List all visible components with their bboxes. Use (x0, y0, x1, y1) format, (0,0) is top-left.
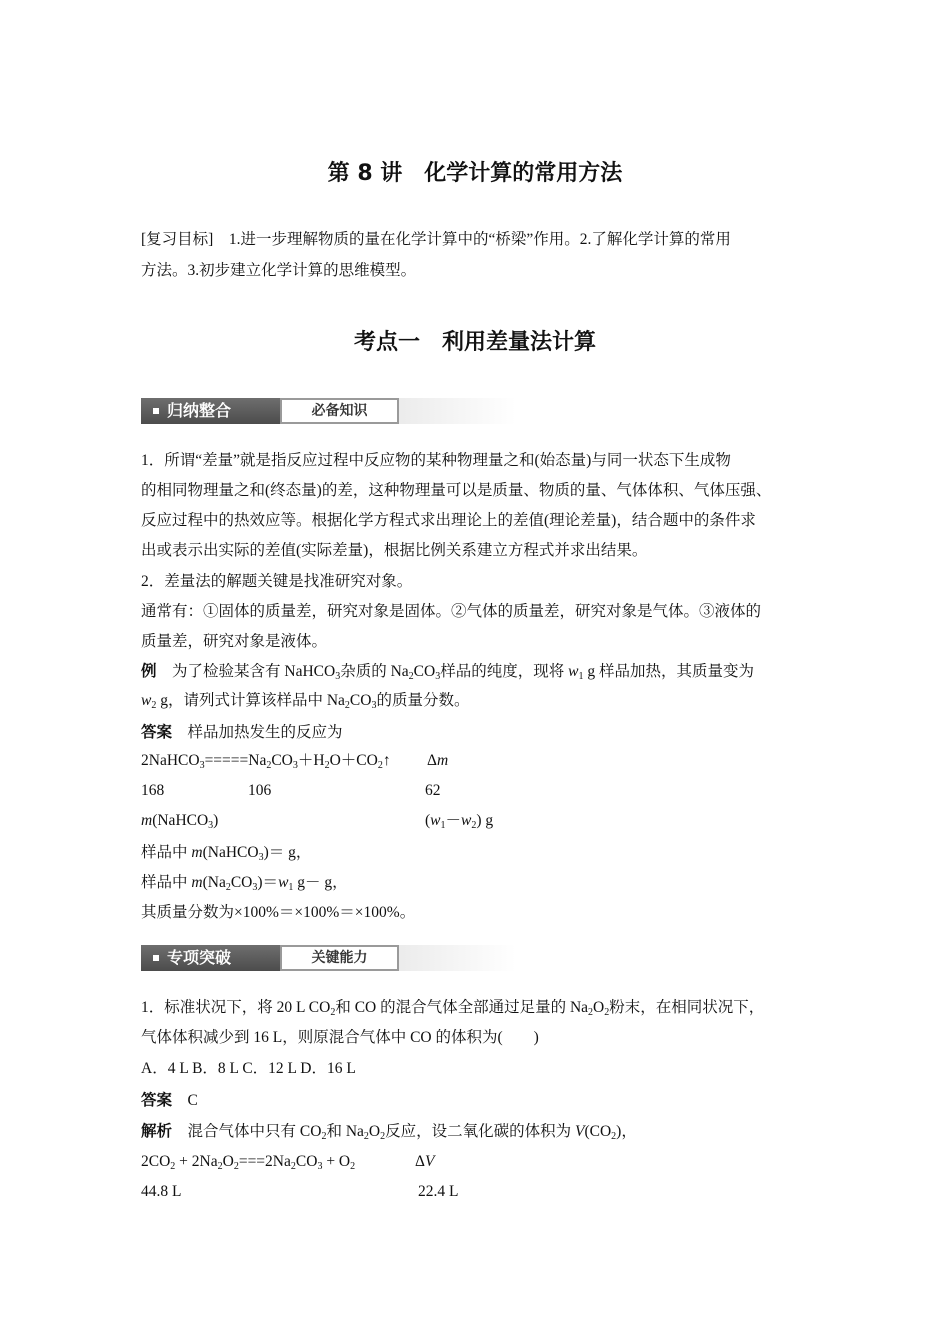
banner-dark-text: 专项突破 (167, 948, 232, 967)
calc-text: (NaHCO (202, 844, 259, 861)
question-text: 和 CO 的混合气体全部通过足量的 Na (335, 999, 589, 1016)
subscript: 2 (330, 1007, 336, 1018)
example-text: 样品的纯度，现将 (440, 663, 569, 680)
analysis-ratio-row (141, 1181, 481, 1203)
subscript: 2 (363, 1131, 369, 1142)
reaction-equation (141, 750, 481, 772)
variable-w: w (141, 692, 152, 709)
example-text: 为了检验某含有 NaHCO (156, 663, 336, 680)
eq-part: =====Na (204, 752, 267, 769)
question1-line-2: 气体体积减少到 16 L，则原混合气体中 CO 的体积为( ) (141, 1029, 539, 1046)
para1-line-2: 的相同物理量之和(终态量)的差，这种物理量可以是质量、物质的量、气体体积、气体压强、 (141, 482, 772, 499)
subscript: 3 (199, 760, 205, 771)
question-text: 1．标准状况下，将 20 L CO (141, 999, 331, 1016)
subscript: 2 (408, 671, 414, 682)
para3-line-1: 通常有：①固体的质量差，研究对象是固体。②气体的质量差，研究对象是气体。③液体的 (141, 603, 762, 620)
answer-text: 样品加热发生的反应为 (172, 724, 343, 741)
subscript: 2 (233, 1161, 239, 1172)
ratio-part: ) (213, 812, 219, 829)
para2: 2．差量法的解题关键是找准研究对象。 (141, 573, 413, 590)
analysis-equation (141, 1151, 481, 1173)
para1-line-1: 1．所谓“差量”就是指反应过程中反应物的某种物理量之和(始态量)与同一状态下生成物 (141, 452, 731, 469)
page-title: 第 8 讲 化学计算的常用方法 (327, 161, 623, 186)
subscript: 2 (344, 700, 350, 711)
subscript: 3 (292, 760, 298, 771)
example-text: g 样品加热，其质量变为 (583, 663, 754, 680)
subscript: 2 (350, 1161, 356, 1172)
eq-part: O＋CO (329, 752, 378, 769)
subscript: 2 (225, 882, 231, 893)
example-text: 杂质的 Na (340, 663, 409, 680)
ratio-part: ) g (476, 812, 494, 829)
eq-part: CO (295, 1153, 318, 1170)
eq-part: ===2Na (238, 1153, 291, 1170)
mass-na2co3-line (141, 872, 348, 894)
variable-v: V (424, 1153, 435, 1170)
review-goals-label: [复习目标] (141, 231, 214, 248)
calc-text: CO (230, 874, 253, 891)
calc-text: 样品中 (141, 874, 192, 891)
banner-induction (141, 396, 516, 426)
banner-dark-label (141, 945, 280, 971)
eq-part: ＋H (297, 752, 325, 769)
subscript: 2 (321, 1131, 327, 1142)
variable-m: m (141, 812, 153, 829)
answer-label: 答案 (141, 723, 173, 741)
variable-m: m (191, 874, 203, 891)
question1-line-1 (141, 997, 764, 1019)
example-line-2 (141, 690, 469, 712)
variable-w: w (568, 663, 579, 680)
eq-part: + O (322, 1153, 351, 1170)
eq-part: ↑ (382, 752, 391, 769)
example-label: 例 (141, 662, 157, 680)
mass-nahco3-line (141, 842, 311, 864)
section-title: 考点一 利用差量法计算 (353, 330, 596, 355)
example-text: CO (413, 663, 436, 680)
subscript: 2 (604, 1007, 610, 1018)
answer-label: 答案 (141, 1091, 173, 1109)
example-line-1 (141, 660, 754, 683)
calc-text: (Na (202, 874, 226, 891)
square-bullet-icon (153, 955, 159, 961)
review-goals-line-1 (141, 229, 731, 251)
ratio-row-2 (141, 810, 521, 832)
variable-m: m (191, 844, 203, 861)
subscript: 2 (471, 820, 477, 831)
banner-dark-label (141, 398, 280, 424)
example-text: 的质量分数。 (376, 692, 470, 709)
subscript: 1 (288, 882, 294, 893)
banner-light-label: 关键能力 (280, 945, 399, 971)
mass-fraction-line: 其质量分数为×100%＝×100%＝×100%。 (141, 904, 416, 921)
ratio-value: 168 (141, 782, 165, 799)
subscript: 2 (151, 700, 157, 711)
eq-part: O (222, 1153, 234, 1170)
eq-part: + 2Na (175, 1153, 218, 1170)
subscript: 2 (588, 1007, 594, 1018)
analysis-text: (CO (584, 1123, 612, 1140)
answer-text: C (172, 1092, 198, 1109)
subscript: 3 (335, 671, 341, 682)
subscript: 1 (440, 820, 446, 831)
calc-text: g－ g， (293, 874, 348, 891)
para3-line-2: 质量差，研究对象是液体。 (141, 633, 328, 650)
analysis-label: 解析 (141, 1122, 173, 1140)
ratio-value: 106 (248, 782, 272, 799)
subscript: 2 (290, 1161, 296, 1172)
subscript: 3 (371, 700, 377, 711)
variable-m: m (436, 752, 449, 769)
subscript: 3 (258, 852, 264, 863)
subscript: 2 (217, 1161, 223, 1172)
delta-v (415, 1151, 434, 1173)
banner-breakthrough (141, 943, 516, 973)
calc-text: )＝ g， (263, 844, 312, 861)
ratio-part: (NaHCO (152, 812, 209, 829)
analysis-text: 混合气体中只有 CO (172, 1123, 322, 1140)
subscript: 2 (170, 1161, 176, 1172)
subscript: 2 (324, 760, 330, 771)
subscript: 2 (266, 760, 272, 771)
question-text: 粉末，在相同状况下， (609, 999, 765, 1016)
para1-line-4: 出或表示出实际的差值(实际差量)，根据比例关系建立方程式并求出结果。 (141, 542, 648, 559)
answer2-line (141, 1089, 198, 1112)
subscript: 3 (208, 820, 214, 831)
eq-part: 2CO (141, 1153, 171, 1170)
banner-dark-text: 归纳整合 (167, 401, 232, 420)
banner-light-label: 必备知识 (280, 398, 399, 424)
example-text: CO (349, 692, 372, 709)
delta-m (427, 750, 448, 772)
ratio-part: － (445, 812, 462, 829)
calc-text: )＝ (257, 874, 279, 891)
subscript: 1 (578, 671, 584, 682)
review-goals-text: 1.进一步理解物质的量在化学计算中的“桥梁”作用。2.了解化学计算的常用 (213, 231, 731, 248)
variable-w: w (430, 812, 441, 829)
analysis-text: )， (616, 1123, 637, 1140)
subscript: 2 (611, 1131, 617, 1142)
ratio-row-1 (141, 780, 481, 802)
ratio-part: ( (425, 812, 431, 829)
question1-options: A．4 L B．8 L C．12 L D．16 L (141, 1060, 356, 1077)
answer-line (141, 721, 343, 744)
ratio-value: 22.4 L (418, 1183, 459, 1200)
ratio-value: 62 (425, 782, 441, 799)
delta-symbol: Δ (415, 1153, 425, 1170)
analysis-text: 反应，设二氧化碳的体积为 (385, 1123, 575, 1140)
subscript: 3 (252, 882, 258, 893)
square-bullet-icon (153, 408, 159, 414)
para1-line-3: 反应过程中的热效应等。根据化学方程式求出理论上的差值(理论差量)，结合题中的条件求 (141, 512, 756, 529)
variable-w: w (461, 812, 472, 829)
ratio-value: 44.8 L (141, 1183, 182, 1200)
subscript: 2 (377, 760, 383, 771)
mass-difference (425, 810, 493, 832)
eq-part: CO (271, 752, 293, 769)
review-goals-line-2: 方法。3.初步建立化学计算的思维模型。 (141, 262, 417, 279)
analysis-text: 和 Na (326, 1123, 364, 1140)
analysis-line (141, 1120, 637, 1143)
eq-part: 2NaHCO (141, 752, 200, 769)
subscript: 2 (380, 1131, 386, 1142)
subscript: 3 (435, 671, 441, 682)
delta-symbol: Δ (427, 752, 437, 769)
example-text: g，请列式计算该样品中 Na (156, 692, 345, 709)
variable-v: V (574, 1123, 585, 1140)
question-text: O (593, 999, 605, 1016)
calc-text: 样品中 (141, 844, 192, 861)
analysis-text: O (368, 1123, 381, 1140)
subscript: 3 (317, 1161, 323, 1172)
variable-w: w (278, 874, 289, 891)
